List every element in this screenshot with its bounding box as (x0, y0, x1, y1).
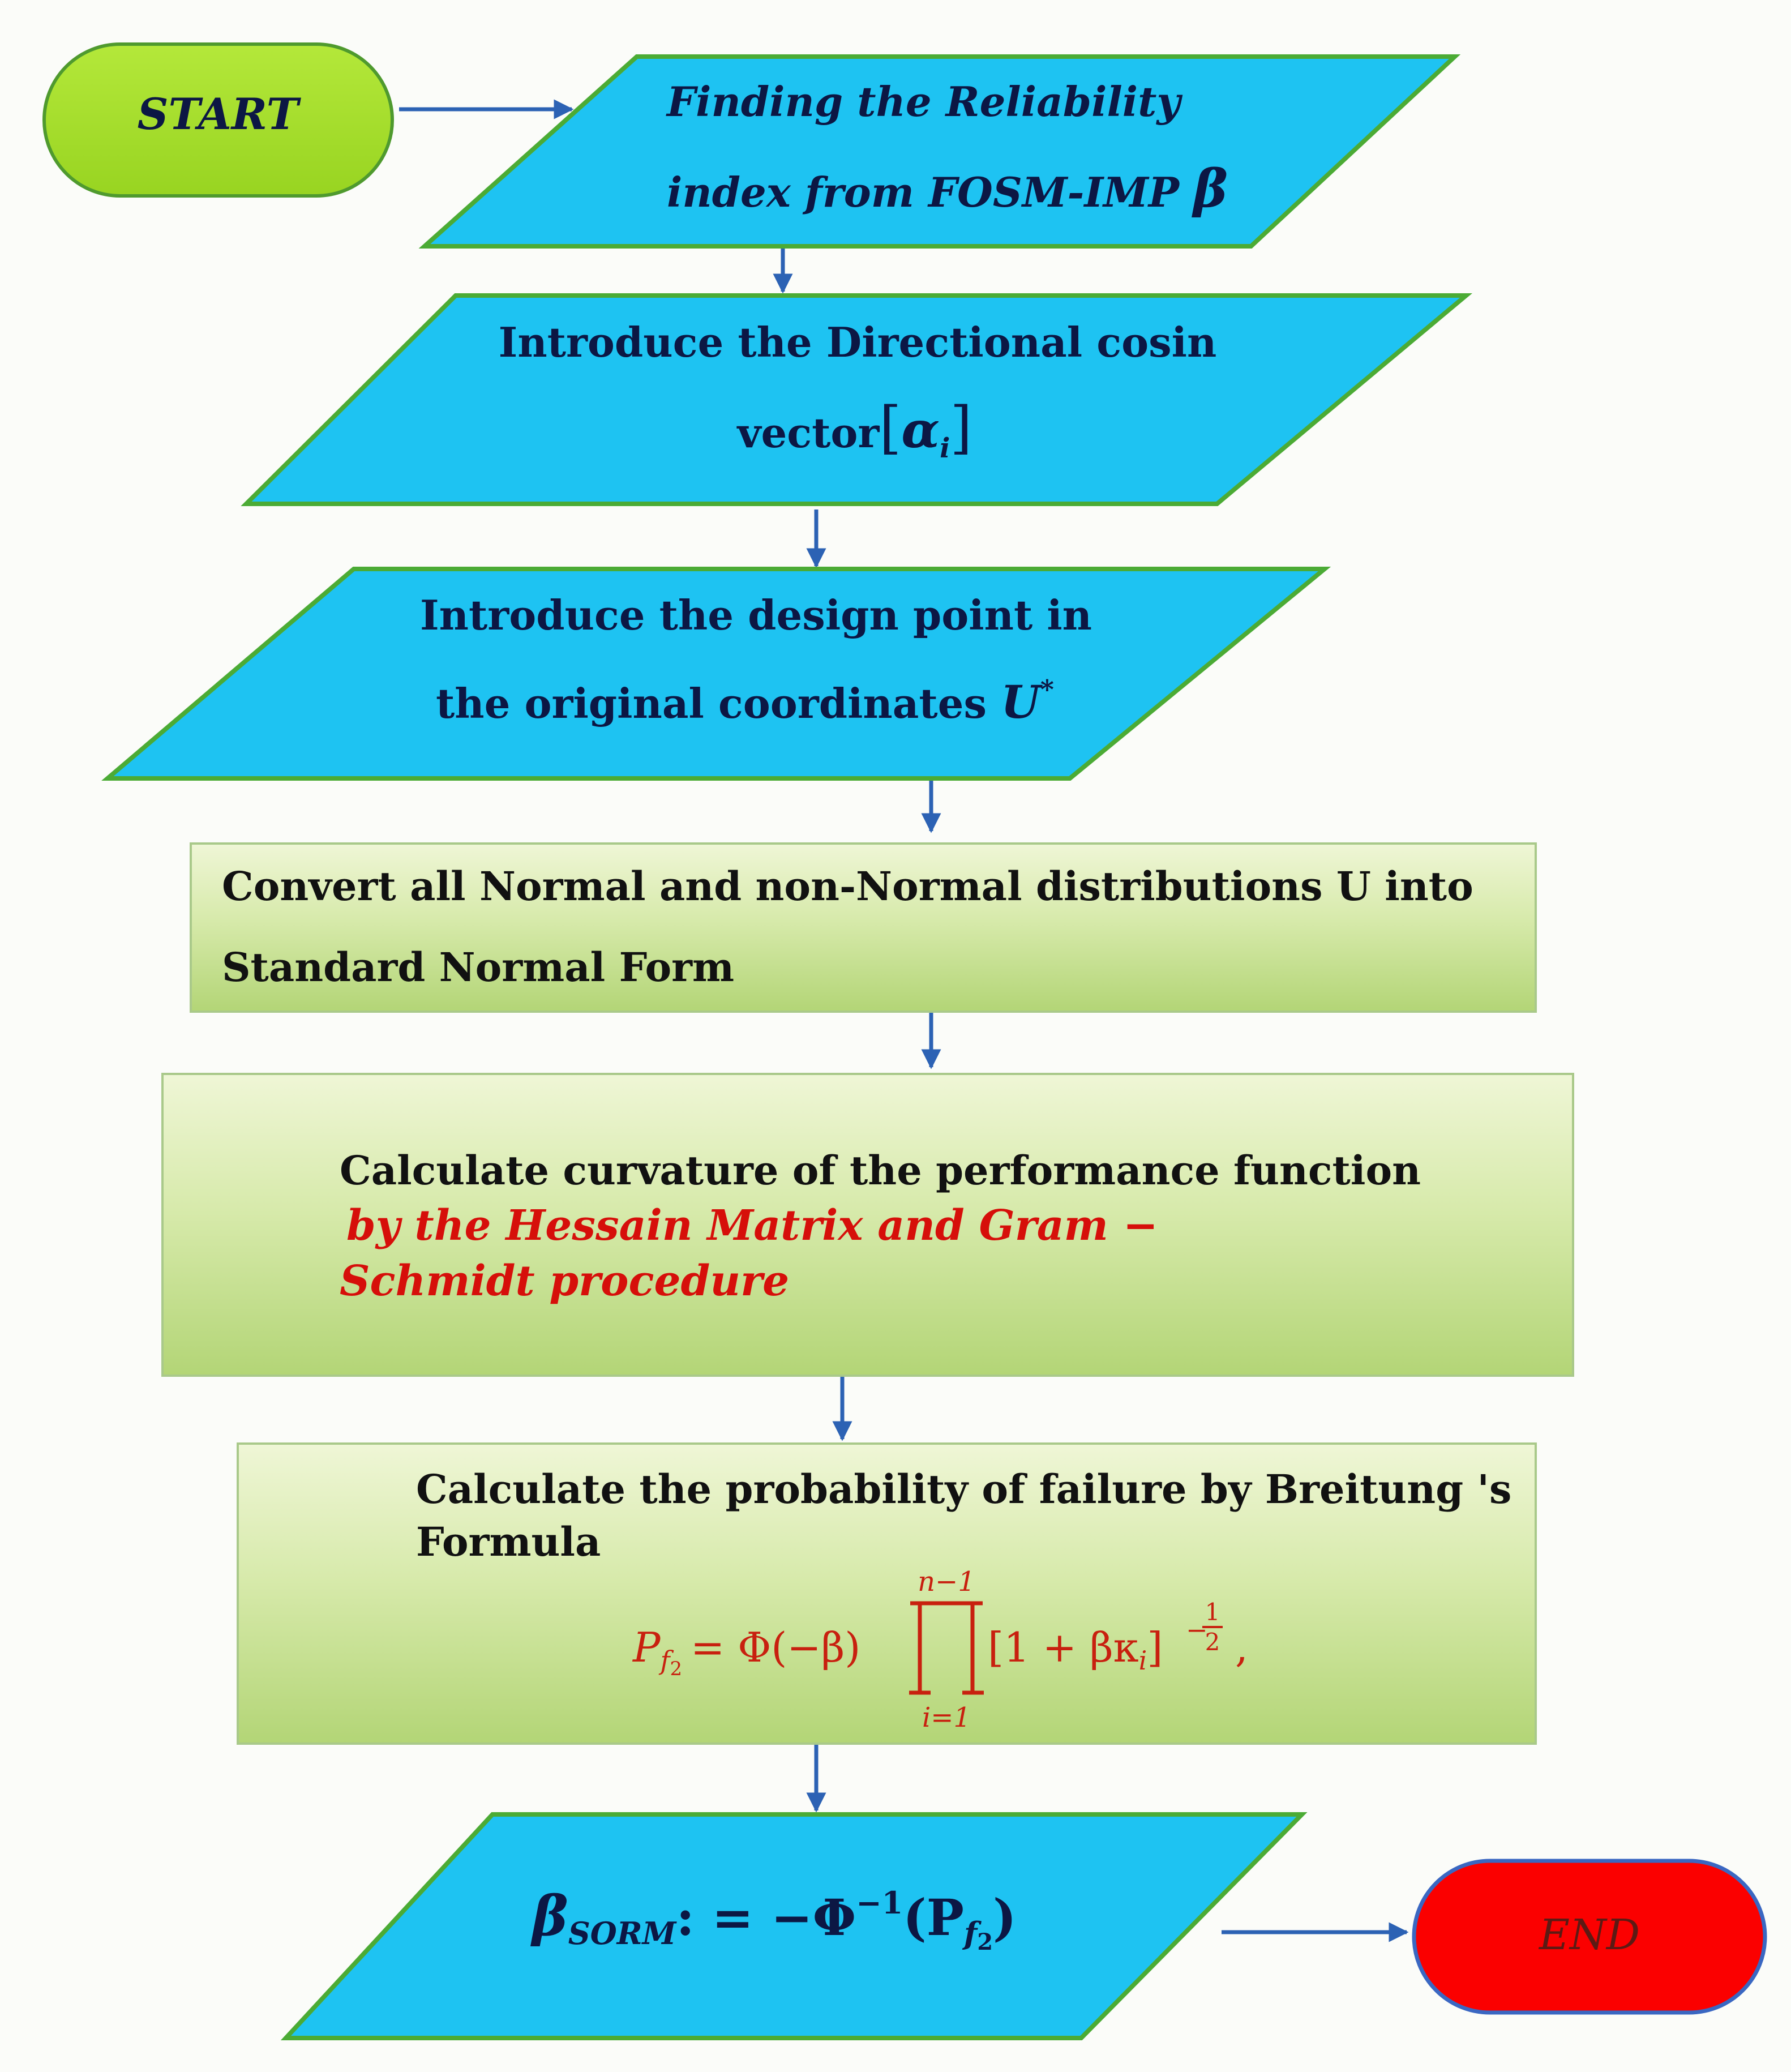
step4-line1: Convert all Normal and non-Normal distributions U into (222, 863, 1473, 910)
step6-line2: Formula (416, 1518, 601, 1565)
step2-line2: $vector[\alpha_i]$ (737, 395, 972, 464)
exponent-denominator: 2 (1205, 1628, 1220, 1656)
formula-trailing-comma: , (1235, 1624, 1248, 1671)
end-terminal (1414, 1861, 1765, 2013)
step5-line1: Calculate curvature of the performance function (340, 1147, 1421, 1194)
step3-line2: the original coordinates U* (436, 674, 1054, 729)
start-terminal (44, 44, 392, 196)
step7-beta-sorm (286, 1814, 1302, 2038)
step2-directional-cosine (246, 296, 1466, 504)
formula-phi: = Φ(−β) (691, 1624, 861, 1671)
step3-line1: Introduce the design point in (420, 591, 1092, 639)
step2-line1: Introduce the Directional cosin (498, 318, 1217, 366)
step4-convert-distributions (191, 844, 1536, 1012)
formula-bracket: [1 + βκi] (988, 1624, 1163, 1676)
step1-input-beta (425, 57, 1455, 246)
step5-line3: Schmidt procedure (340, 1257, 790, 1305)
product-lower-limit: i=1 (922, 1702, 971, 1733)
step1-line2: index from FOSM-IMP β (667, 158, 1228, 219)
start-label: START (137, 89, 299, 139)
step5-line2: by the Hessain Matrix and Gram − (346, 1201, 1158, 1250)
formula-lhs: Pf2 (633, 1624, 683, 1680)
end-label: END (1539, 1911, 1640, 1959)
step6-breitung-formula (238, 1444, 1536, 1744)
exponent-numerator: 1 (1205, 1598, 1220, 1626)
beta-sorm-expression: βSORM: = $-\Phi^{-1}(Pf2)$ (532, 1884, 1017, 1955)
step1-line1: Finding the Reliability (667, 78, 1181, 126)
step5-calculate-curvature (162, 1074, 1573, 1376)
step3-design-point (108, 569, 1325, 778)
step6-line1: Calculate the probability of failure by Breitung 's (416, 1466, 1512, 1513)
product-upper-limit: n−1 (918, 1566, 975, 1598)
exponent-minus: − (1186, 1615, 1208, 1645)
step4-line2: Standard Normal Form (222, 944, 735, 991)
